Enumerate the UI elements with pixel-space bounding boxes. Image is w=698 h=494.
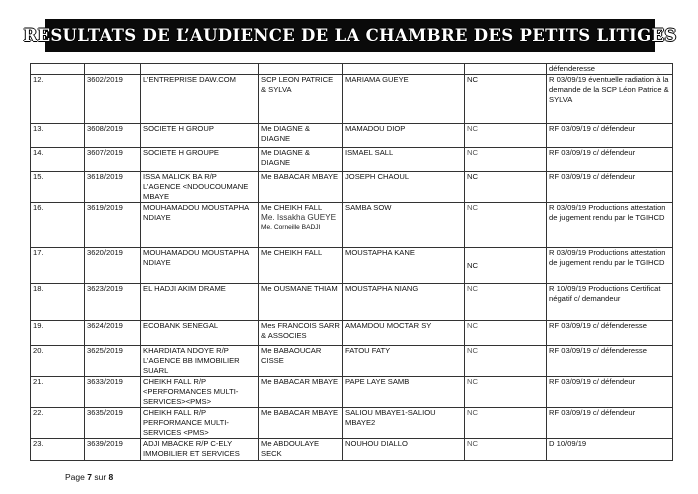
table-row xyxy=(31,346,673,377)
defendant-cell: AMAMDOU MOCTAR SY xyxy=(343,321,465,346)
defendant-cell: MOUSTAPHA KANE xyxy=(343,248,465,284)
decision-cell: R 03/09/19 éventuelle radiation à la demande de la SCP Léon Patrice & SYLVA xyxy=(547,75,673,124)
lawyer-cell xyxy=(259,203,343,248)
plaintiff-cell: L’ENTREPRISE DAW.COM xyxy=(141,75,259,124)
status-cell: NC xyxy=(465,377,547,408)
plaintiff-cell: CHEIKH FALL R/P PERFORMANCE MULTI-SERVICES <PMS> xyxy=(141,408,259,439)
dossier-cell: 3618/2019 xyxy=(85,172,141,203)
lawyer-cell: Me BABACAR MBAYE xyxy=(259,172,343,203)
defendant-cell: MARIAMA GUEYE xyxy=(343,75,465,124)
table-row xyxy=(31,203,673,248)
lawyer-cell: Me DIAGNE & DIAGNE xyxy=(259,124,343,148)
decision-cell: RF 03/09/19 c/ défenderesse xyxy=(547,346,673,377)
lawyer-name: Me CHEIKH FALL xyxy=(261,203,323,212)
table-row xyxy=(31,439,673,461)
lawyer-cell: Me ABDOULAYE SECK xyxy=(259,439,343,461)
row-number: 15. xyxy=(31,172,85,203)
status-cell: NC xyxy=(465,321,547,346)
dossier-cell: 3623/2019 xyxy=(85,284,141,321)
dossier-cell: 3602/2019 xyxy=(85,75,141,124)
lawyer-cell: Mes FRANCOIS SARR & ASSOCIES xyxy=(259,321,343,346)
plaintiff-cell: EL HADJI AKIM DRAME xyxy=(141,284,259,321)
table-row xyxy=(31,377,673,408)
status-cell: NC xyxy=(465,284,547,321)
lawyer-cell: SCP LEON PATRICE & SYLVA xyxy=(259,75,343,124)
plaintiff-cell: MOUHAMADOU MOUSTAPHA NDIAYE xyxy=(141,248,259,284)
plaintiff-cell: SOCIETE H GROUPE xyxy=(141,148,259,172)
decision-cell: RF 03/09/19 c/ défendeur xyxy=(547,377,673,408)
row-number: 17. xyxy=(31,248,85,284)
table-row xyxy=(31,248,673,284)
defendant-cell: FATOU FATY xyxy=(343,346,465,377)
dossier-cell: 3620/2019 xyxy=(85,248,141,284)
decision-cell: RF 03/09/19 c/ défendeur xyxy=(547,172,673,203)
status-cell: NC xyxy=(465,148,547,172)
row-number: 16. xyxy=(31,203,85,248)
dossier-cell: 3639/2019 xyxy=(85,439,141,461)
dossier-cell: 3619/2019 xyxy=(85,203,141,248)
table-row xyxy=(31,148,673,172)
page-separator: sur xyxy=(94,472,107,482)
status-cell: NC xyxy=(465,439,547,461)
row-number: 20. xyxy=(31,346,85,377)
status-cell: NC xyxy=(465,346,547,377)
banner-title: RESULTATS DE L’AUDIENCE DE LA CHAMBRE DES PETITS LITIGES xyxy=(23,26,677,45)
defendant-cell: SAMBA SOW xyxy=(343,203,465,248)
page-current: 7 xyxy=(87,472,92,482)
dossier-cell: 3633/2019 xyxy=(85,377,141,408)
plaintiff-cell: KHARDIATA NDOYE R/P L’AGENCE BB IMMOBILIER SUARL xyxy=(141,346,259,377)
lawyer-name-tertiary: Me. Corneille BADJI xyxy=(261,224,321,231)
lawyer-cell: Me CHEIKH FALL xyxy=(259,248,343,284)
page-total: 8 xyxy=(108,472,114,482)
defendant-cell: ISMAEL SALL xyxy=(343,148,465,172)
decision-cell: R 03/09/19 Productions attestation de jugement rendu par le TGIHCD xyxy=(547,248,673,284)
plaintiff-cell: CHEIKH FALL R/P <PERFORMANCES MULTI-SERVICES><PMS> xyxy=(141,377,259,408)
lawyer-cell: Me BABAOUCAR CISSE xyxy=(259,346,343,377)
decision-cell: RF 03/09/19 c/ défendeur xyxy=(547,148,673,172)
page-footer xyxy=(65,472,113,482)
page-banner xyxy=(23,19,677,52)
status-cell: NC xyxy=(465,172,547,203)
lawyer-cell: Me DIAGNE & DIAGNE xyxy=(259,148,343,172)
table-row xyxy=(31,284,673,321)
dossier-cell: 3635/2019 xyxy=(85,408,141,439)
table-row xyxy=(31,75,673,124)
decision-cell: R 10/09/19 Productions Certificat négatif c/ demandeur xyxy=(547,284,673,321)
defendant-cell: PAPE LAYE SAMB xyxy=(343,377,465,408)
status-cell: NC xyxy=(465,124,547,148)
row-number: 21. xyxy=(31,377,85,408)
table-row xyxy=(31,64,673,75)
lawyer-cell: Me BABACAR MBAYE xyxy=(259,377,343,408)
row-number: 13. xyxy=(31,124,85,148)
decision-cell: R 03/09/19 Productions attestation de jugement rendu par le TGIHCD xyxy=(547,203,673,248)
row-number: 18. xyxy=(31,284,85,321)
table-row xyxy=(31,408,673,439)
status-cell: NC xyxy=(465,203,547,248)
row-number: 22. xyxy=(31,408,85,439)
row-number: 12. xyxy=(31,75,85,124)
results-table xyxy=(30,63,673,461)
plaintiff-cell: SOCIETE H GROUP xyxy=(141,124,259,148)
lawyer-cell: Me BABACAR MBAYE xyxy=(259,408,343,439)
page-label: Page xyxy=(65,472,85,482)
lawyer-name-secondary: Me. Issakha GUEYE xyxy=(261,213,337,222)
decision-cell: D 10/09/19 xyxy=(547,439,673,461)
table-row xyxy=(31,321,673,346)
defendant-cell: SALIOU MBAYE1-SALIOU MBAYE2 xyxy=(343,408,465,439)
decision-cell: RF 03/09/19 c/ défenderesse xyxy=(547,321,673,346)
table-row xyxy=(31,172,673,203)
table-row xyxy=(31,124,673,148)
status-cell: NC xyxy=(465,248,547,284)
lawyer-cell: Me OUSMANE THIAM xyxy=(259,284,343,321)
status-cell: NC xyxy=(465,75,547,124)
dossier-cell: 3625/2019 xyxy=(85,346,141,377)
defendant-cell: MAMADOU DIOP xyxy=(343,124,465,148)
decision-cell: défenderesse xyxy=(547,64,673,75)
status-cell: NC xyxy=(465,408,547,439)
decision-cell: RF 03/09/19 c/ défendeur xyxy=(547,408,673,439)
dossier-cell: 3607/2019 xyxy=(85,148,141,172)
row-number: 19. xyxy=(31,321,85,346)
plaintiff-cell: ISSA MALICK BA R/P L’AGENCE <NDOUCOUMANE MBAYE xyxy=(141,172,259,203)
plaintiff-cell: ADJI MBACKE R/P C-ELY IMMOBILIER ET SERVICES xyxy=(141,439,259,461)
decision-cell: RF 03/09/19 c/ défendeur xyxy=(547,124,673,148)
defendant-cell: JOSEPH CHAOUL xyxy=(343,172,465,203)
defendant-cell: MOUSTAPHA NIANG xyxy=(343,284,465,321)
plaintiff-cell: ECOBANK SENEGAL xyxy=(141,321,259,346)
dossier-cell: 3624/2019 xyxy=(85,321,141,346)
row-number: 23. xyxy=(31,439,85,461)
dossier-cell: 3608/2019 xyxy=(85,124,141,148)
plaintiff-cell: MOUHAMADOU MOUSTAPHA NDIAYE xyxy=(141,203,259,248)
defendant-cell: NOUHOU DIALLO xyxy=(343,439,465,461)
row-number: 14. xyxy=(31,148,85,172)
